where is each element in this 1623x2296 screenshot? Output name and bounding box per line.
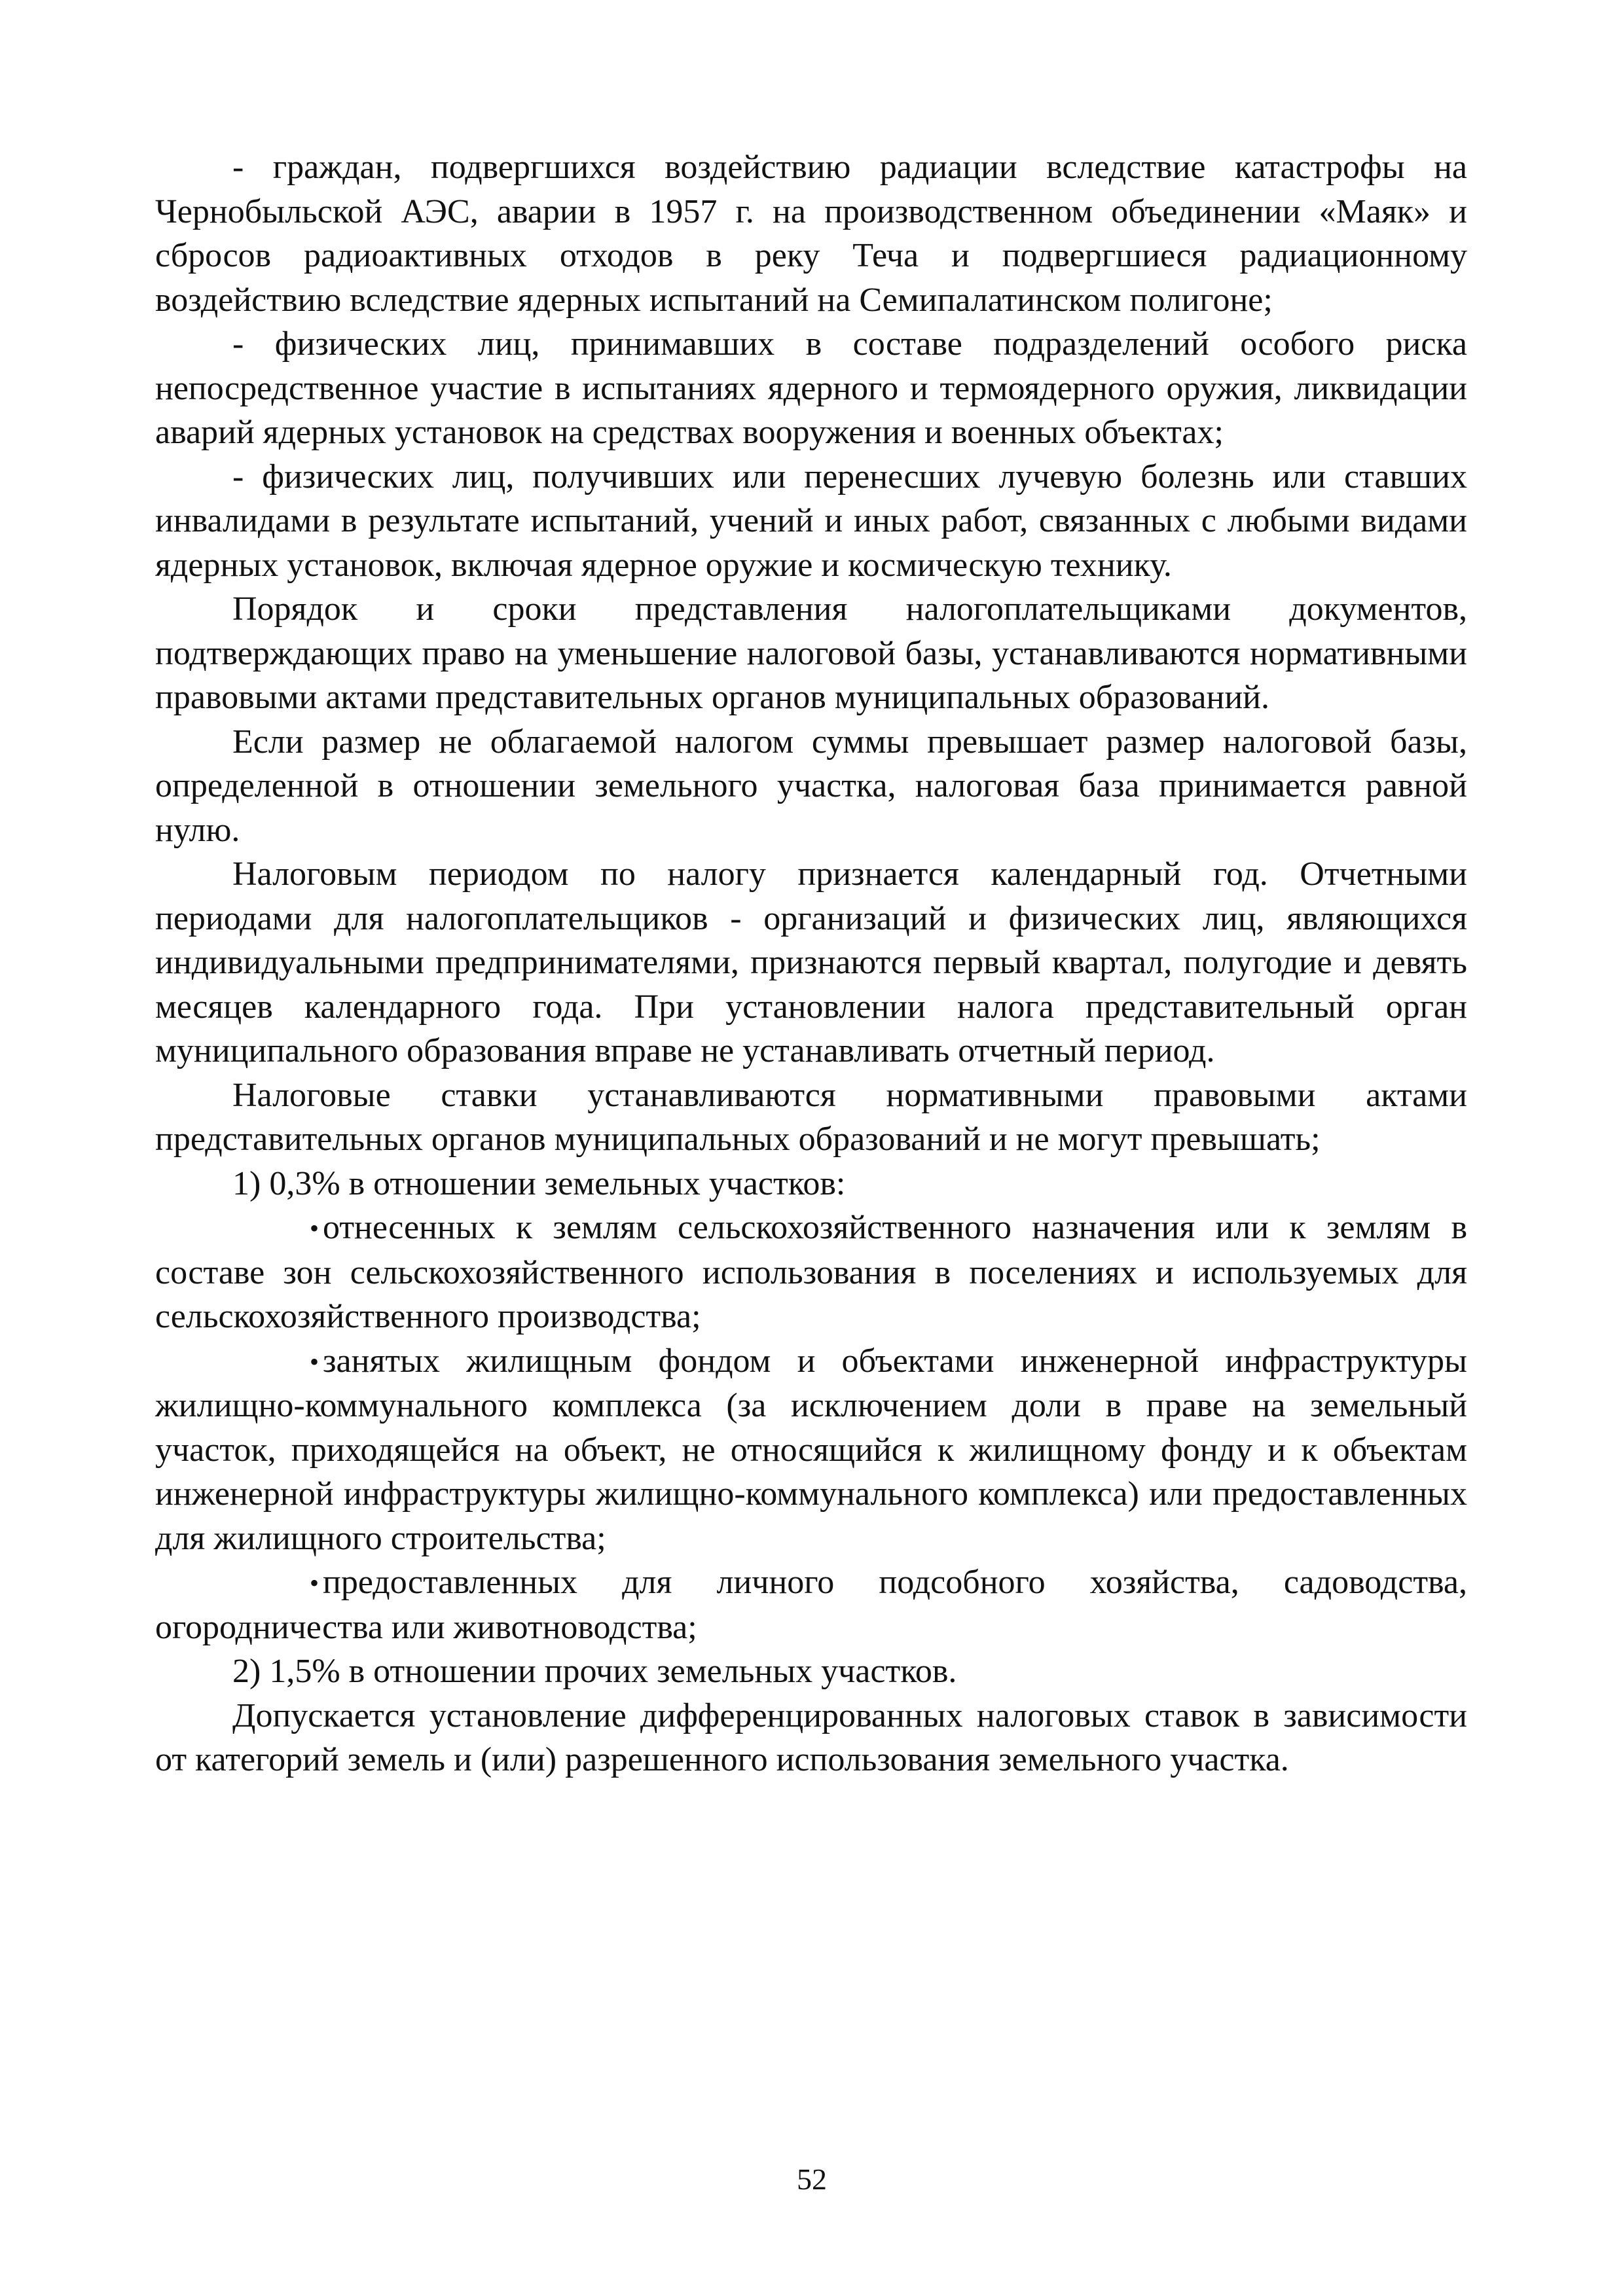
bullet-text-agricultural: отнесенных к землям сельскохозяйственного назначения или к землям в составе зон сельскохозяйственного использования в поселениях и используемых для сельскохозяйственного производства; <box>155 1209 1467 1335</box>
paragraph-differentiated-rates: Допускается установление дифференцированных налоговых ставок в зависимости от категорий земель и (или) разрешенного использования земельного участка. <box>155 1696 1467 1778</box>
page-number: 52 <box>797 2162 827 2196</box>
paragraph-document-procedure: Порядок и сроки представления налогоплательщиками документов, подтверждающих право на уменьшение налоговой базы, устанавливаются нормативными правовыми актами представительных органов муниципальных образований. <box>155 590 1467 716</box>
paragraph-tax-rates-intro: Налоговые ставки устанавливаются нормативными правовыми актами представительных органов муниципальных образований и не могут превышать; <box>155 1076 1467 1158</box>
paragraph-chernobyl-citizens: - граждан, подвергшихся воздействию радиации вследствие катастрофы на Чернобыльской АЭС, аварии в 1957 г. на производственном объединении «Маяк» и сбросов радиоактивных отходов в реку Теча и подвергшиеся радиационному воздействию вследствие ядерных испытаний на Семипалатинском полигоне; <box>155 149 1467 319</box>
list-item <box>155 1339 1467 1561</box>
paragraph-zero-tax-base: Если размер не облагаемой налогом суммы превышает размер налоговой базы, определенной в отношении земельного участка, налоговая база принимается равной нулю. <box>155 723 1467 849</box>
bullet-icon: • <box>310 1346 319 1376</box>
list-item <box>155 1560 1467 1649</box>
body-text <box>155 145 1467 1782</box>
bullet-text-subsidiary-farming: предоставленных для личного подсобного хозяйства, садоводства, огородничества или животноводства; <box>155 1564 1467 1646</box>
paragraph-radiation-sickness: - физических лиц, получивших или перенесших лучевую болезнь или ставших инвалидами в результате испытаний, учений и иных работ, связанных с любыми видами ядерных установок, включая ядерное оружие и космическую технику. <box>155 457 1467 584</box>
paragraph-rate-0-3: 1) 0,3% в отношении земельных участков: <box>232 1164 846 1202</box>
bullet-icon: • <box>310 1213 319 1243</box>
paragraph-special-risk-units: - физических лиц, принимавших в составе подразделений особого риска непосредственное участие в испытаниях ядерного и термоядерного оружия, ликвидации аварий ядерных установок на средствах вооружения и военных объектах; <box>155 325 1467 451</box>
paragraph-rate-1-5: 2) 1,5% в отношении прочих земельных участков. <box>232 1653 957 1690</box>
list-item <box>155 1206 1467 1339</box>
bullet-icon: • <box>310 1568 319 1598</box>
bullet-text-housing: занятых жилищным фондом и объектами инженерной инфраструктуры жилищно-коммунального комплекса (за исключением доли в праве на земельный участок, приходящейся на объект, не относящийся к жилищному фонду и к объектам инженерной инфраструктуры жилищно-коммунального комплекса) или предоставленных для жилищного строительства; <box>155 1342 1467 1557</box>
paragraph-tax-period: Налоговым периодом по налогу признается календарный год. Отчетными периодами для налогоплательщиков - организаций и физических лиц, являющихся индивидуальными предпринимателями, признаются первый квартал, полугодие и девять месяцев календарного года. При установлении налога представительный орган муниципального образования вправе не устанавливать отчетный период. <box>155 855 1467 1069</box>
